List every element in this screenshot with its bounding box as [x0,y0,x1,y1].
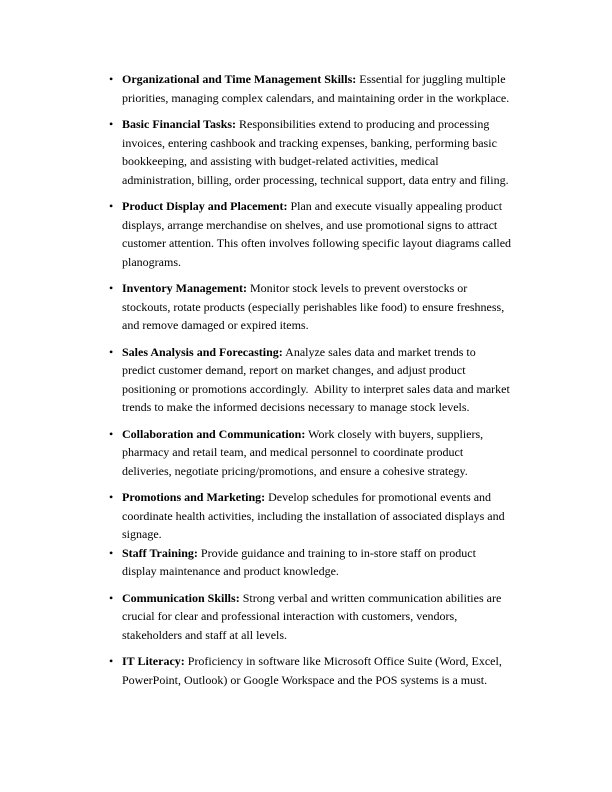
bullet-title: Product Display and Placement: [122,199,288,213]
bullet-body: Plan and execute visually appealing product displays, arrange merchandise on shelves, and use promotional signs to attract customer attention. This often involves following specific layout diagrams called planograms. [122,199,515,269]
skills-bullet-list [107,70,515,697]
bullet-icon: • [109,545,114,560]
bullet-title: Collaboration and Communication: [122,426,306,441]
bullet-icon: • [109,117,114,131]
bullet-icon: • [109,199,114,213]
bullet-body: Develop schedules for promotional events and coordinate health activities, including the installation of associated displays and signage. [122,490,508,541]
list-item-sales-analysis-forecasting [107,343,511,417]
bullet-title: Sales Analysis and Forecasting: [122,344,283,359]
bullet-body: Responsibilities extend to producing and processing invoices, entering cashbook and tracking expenses, banking, performing basic bookkeeping, and assisting with budget-related activities, medical administration, billing, order processing, technical support, data entry and filing. [122,117,509,187]
bullet-text [122,199,514,269]
bullet-title: Organizational and Time Management Skills: [122,72,357,86]
list-item-it-literacy [107,652,511,689]
bullet-text [122,117,509,187]
list-item-promotions-marketing [107,488,511,544]
list-item-communication-skills [107,589,511,645]
bullet-body: Work closely with buyers, suppliers, pharmacy and retail team, and medical personnel to coordinate product deliveries, negotiate pricing/promotions, and ensure a cohesive strategy. [122,426,487,478]
bullet-text [122,490,508,541]
bullet-icon: • [109,426,114,441]
bullet-title: IT Literacy: [122,654,185,668]
bullet-icon: • [109,281,114,295]
bullet-body: Provide guidance and training to in-store staff on product display maintenance and product knowledge. [122,545,479,578]
bullet-icon: • [109,590,114,605]
bullet-body: Proficiency in software like Microsoft Office Suite (Word, Excel, PowerPoint, Outlook) or Google Workspace and the POS systems is a must. [122,654,505,687]
bullet-text [122,591,504,642]
bullet-title: Communication Skills: [122,590,240,605]
bullet-text [122,654,505,687]
bullet-icon: • [109,72,114,86]
list-item-basic-financial-tasks [107,115,511,189]
bullet-text [122,72,509,105]
bullet-text [122,281,507,332]
bullet-text [122,427,486,478]
bullet-body: Analyze sales data and market trends to predict customer demand, report on market changes, and adjust product positioning or promotions accordingly. Ability to interpret sales data and market trends to make the informed decisions necessary to manage stock levels. [122,344,513,414]
bullet-text [122,345,513,415]
bullet-title: Promotions and Marketing: [122,490,266,504]
bullet-icon: • [109,490,114,504]
list-item-product-display-placement [107,197,515,271]
bullet-title: Inventory Management: [122,281,247,295]
bullet-text [122,546,479,579]
bullet-body: Monitor stock levels to prevent overstocks or stockouts, rotate products (especially perishables like food) to ensure freshness, and remove damaged or expired items. [122,281,508,332]
list-item-organizational-time-management [107,70,511,107]
list-item-collaboration-communication [107,425,511,481]
list-item-inventory-management [107,279,511,335]
bullet-icon: • [109,344,114,359]
bullet-icon: • [109,654,114,668]
list-item-staff-training [107,544,511,581]
bullet-body: Strong verbal and written communication abilities are crucial for clear and professional interaction with customers, vendors, stakeholders and staff at all levels. [122,590,505,642]
bullet-body: Essential for juggling multiple priorities, managing complex calendars, and maintaining order in the workplace. [122,72,510,105]
bullet-title: Staff Training: [122,545,198,560]
bullet-title: Basic Financial Tasks: [122,117,237,131]
